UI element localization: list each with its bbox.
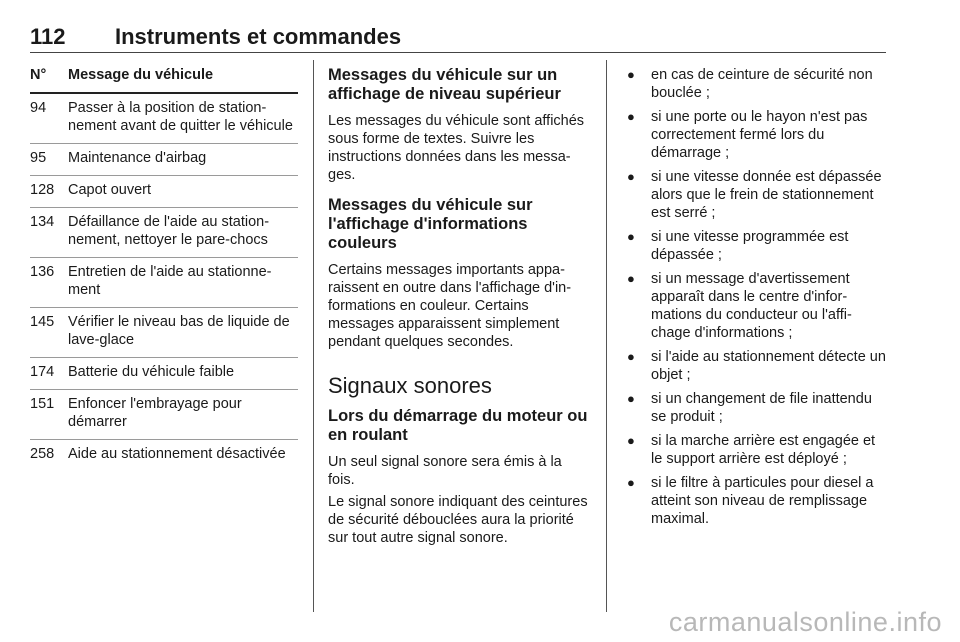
bullet-icon: ● xyxy=(627,433,635,448)
list-item: ● en cas de ceinture de sécurité non bouclée ; xyxy=(627,67,873,101)
table-row xyxy=(30,308,298,358)
bullet-icon: ● xyxy=(627,109,635,124)
message-number: 151 xyxy=(30,396,55,412)
paragraph-upper-display: Les messages du véhicule sont affichés sous forme de textes. Suivre les instructions données dans les messages. xyxy=(328,113,585,183)
message-text: Vérifier le niveau bas de liquide de lave-glace xyxy=(68,314,290,348)
message-text: Enfoncer l'embrayage pour démarrer xyxy=(68,396,242,430)
middle-column xyxy=(328,60,591,547)
column-header-message: Message du véhicule xyxy=(68,67,214,83)
page-number: 112 xyxy=(30,24,66,49)
list-item: ● si une vitesse programmée est dépassée ; xyxy=(627,229,849,263)
column-divider xyxy=(606,60,607,612)
column-divider xyxy=(313,60,314,612)
paragraph-seatbelt-priority: Le signal sonore indiquant des ceintures de sécurité débouclées aura la priorité sur tout autre signal sonore. xyxy=(328,494,588,546)
table-row xyxy=(30,176,298,208)
table-row xyxy=(30,358,298,390)
bullet-icon: ● xyxy=(627,475,635,490)
bullet-icon: ● xyxy=(627,169,635,184)
paragraph-color-display: Certains messages importants apparaissent en outre dans l'affichage d'informations en couleur. Certains messages apparaissent simplement pendant quelques secondes. xyxy=(328,262,572,350)
message-text: Défaillance de l'aide au stationnement, nettoyer le pare-chocs xyxy=(68,214,270,248)
message-text: Aide au stationnement désactivée xyxy=(68,446,286,462)
message-text: Batterie du véhicule faible xyxy=(68,364,235,380)
message-text: Capot ouvert xyxy=(68,182,152,198)
message-number: 258 xyxy=(30,446,55,462)
list-item: ● si une porte ou le hayon n'est pas correctement fermé lors du démarrage ; xyxy=(627,109,868,161)
list-item: ● si l'aide au stationnement détecte un objet ; xyxy=(627,349,886,383)
vehicle-message-table xyxy=(30,60,298,471)
message-number: 145 xyxy=(30,314,55,330)
heading-engine-start: Lors du démarrage du moteur ou en roulant xyxy=(328,407,588,444)
paragraph-single-signal: Un seul signal sonore sera émis à la fois. xyxy=(328,454,562,488)
list-item: ● si le filtre à particules pour diesel a atteint son niveau de remplissage maximal. xyxy=(627,475,874,527)
bullet-icon: ● xyxy=(627,229,635,244)
list-item: ● si la marche arrière est engagée et le support arrière est déployé ; xyxy=(627,433,876,467)
table-header xyxy=(30,60,298,94)
table-row xyxy=(30,208,298,258)
table-row xyxy=(30,390,298,440)
message-number: 134 xyxy=(30,214,55,230)
message-text: Maintenance d'airbag xyxy=(68,150,207,166)
message-number: 136 xyxy=(30,264,55,280)
sound-signal-conditions-list xyxy=(621,66,886,528)
page-title: Instruments et commandes xyxy=(115,24,402,49)
list-item: ● si une vitesse donnée est dépassée alors que le frein de stationnement est serré ; xyxy=(627,169,882,221)
column-header-number: N° xyxy=(30,67,47,83)
watermark: carmanualsonline.info xyxy=(668,607,942,637)
section-title-sound-signals: Signaux sonores xyxy=(328,373,492,398)
heading-color-display: Messages du véhicule sur l'affichage d'informations couleurs xyxy=(328,196,533,252)
bullet-icon: ● xyxy=(627,67,635,82)
message-number: 95 xyxy=(30,150,47,166)
table-row xyxy=(30,258,298,308)
table-row xyxy=(30,440,298,471)
bullet-icon: ● xyxy=(627,391,635,406)
message-text: Entretien de l'aide au stationnement xyxy=(68,264,272,298)
message-number: 128 xyxy=(30,182,55,198)
message-number: 94 xyxy=(30,100,47,116)
right-column xyxy=(621,60,886,528)
table-row xyxy=(30,144,298,176)
heading-upper-display: Messages du véhicule sur un affichage de niveau supérieur xyxy=(328,66,561,103)
bullet-icon: ● xyxy=(627,271,635,286)
bullet-icon: ● xyxy=(627,349,635,364)
page-header xyxy=(30,22,886,53)
message-number: 174 xyxy=(30,364,55,380)
list-item: ● si un changement de file inattendu se produit ; xyxy=(627,391,872,425)
message-text: Passer à la position de stationnement avant de quitter le véhicule xyxy=(68,100,293,134)
list-item: ● si un message d'avertissement apparaît dans le centre d'informations du conducteur ou l'affichage d'informations ; xyxy=(627,271,852,341)
table-row xyxy=(30,94,298,144)
